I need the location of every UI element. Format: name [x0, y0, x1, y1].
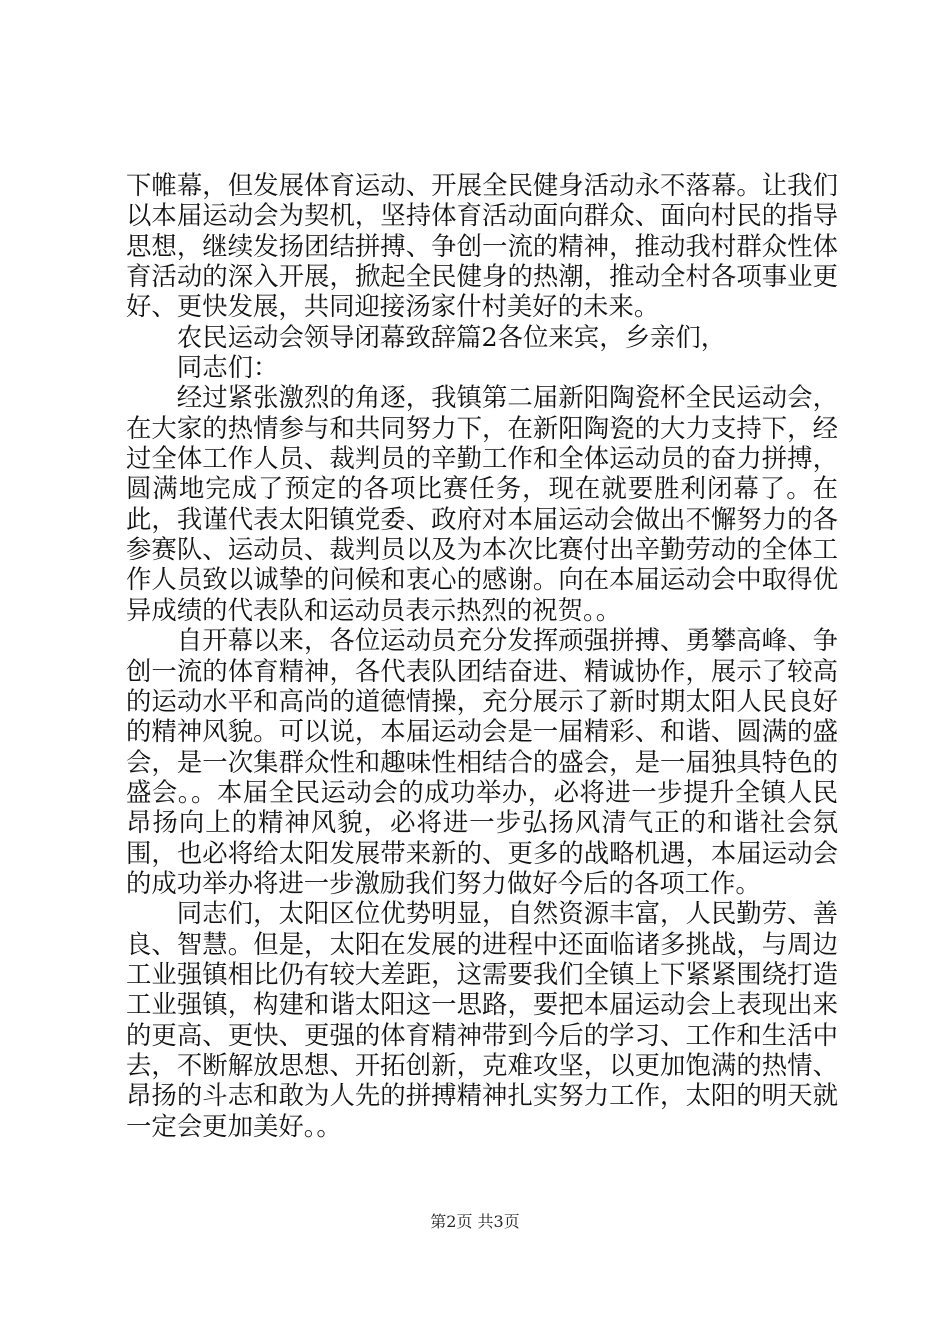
- paragraph-continuation: 下帷幕，但发展体育运动、开展全民健身活动永不落幕。让我们以本届运动会为契机，坚持体育活动面向群众、面向村民的指导思想，继续发扬团结拼搏、争创一流的精神，推动我村群众性体育活动的深入开展，掀起全民健身的热潮，推动全村各项事业更好、更快发展，共同迎接汤家什村美好的未来。: [126, 170, 838, 322]
- paragraph-outlook: 同志们，太阳区位优势明显，自然资源丰富，人民勤劳、善良、智慧。但是，太阳在发展的进程中还面临诸多挑战，与周边工业强镇相比仍有较大差距，这需要我们全镇上下紧紧围绕打造工业强镇，构建和谐太阳这一思路，要把本届运动会上表现出来的更高、更快、更强的体育精神带到今后的学习、工作和生活中去，不断解放思想、开拓创新，克难攻坚，以更加饱满的热情、昂扬的斗志和敢为人先的拼搏精神扎实努力工作，太阳的明天就一定会更加美好。。: [126, 898, 838, 1141]
- paragraph-review: 自开幕以来，各位运动员充分发挥顽强拼搏、勇攀高峰、争创一流的体育精神，各代表队团结奋进、精诚协作，展示了较高的运动水平和高尚的道德情操，充分展示了新时期太阳人民良好的精神风貌。可以说，本届运动会是一届精彩、和谐、圆满的盛会，是一次集群众性和趣味性相结合的盛会，是一届独具特色的盛会。。本届全民运动会的成功举办，必将进一步提升全镇人民昂扬向上的精神风貌，必将进一步弘扬风清气正的和谐社会氛围，也必将给太阳发展带来新的、更多的战略机遇，本届运动会的成功举办将进一步激励我们努力做好今后的各项工作。: [126, 625, 838, 898]
- document-body: [126, 170, 838, 1141]
- paragraph-opening: 经过紧张激烈的角逐，我镇第二届新阳陶瓷杯全民运动会，在大家的热情参与和共同努力下，在新阳陶瓷的大力支持下，经过全体工作人员、裁判员的辛勤工作和全体运动员的奋力拼搏，圆满地完成了预定的各项比赛任务，现在就要胜利闭幕了。在此，我谨代表太阳镇党委、政府对本届运动会做出不懈努力的各参赛队、运动员、裁判员以及为本次比赛付出辛勤劳动的全体工作人员致以诚挚的问候和衷心的感谢。向在本届运动会中取得优异成绩的代表队和运动员表示热烈的祝贺。。: [126, 382, 838, 625]
- page-number-footer: 第2页 共3页: [430, 1212, 520, 1231]
- paragraph-salutation: 同志们：: [176, 352, 279, 383]
- paragraph-speech-title: 农民运动会领导闭幕致辞篇2各位来宾，乡亲们，: [176, 321, 727, 352]
